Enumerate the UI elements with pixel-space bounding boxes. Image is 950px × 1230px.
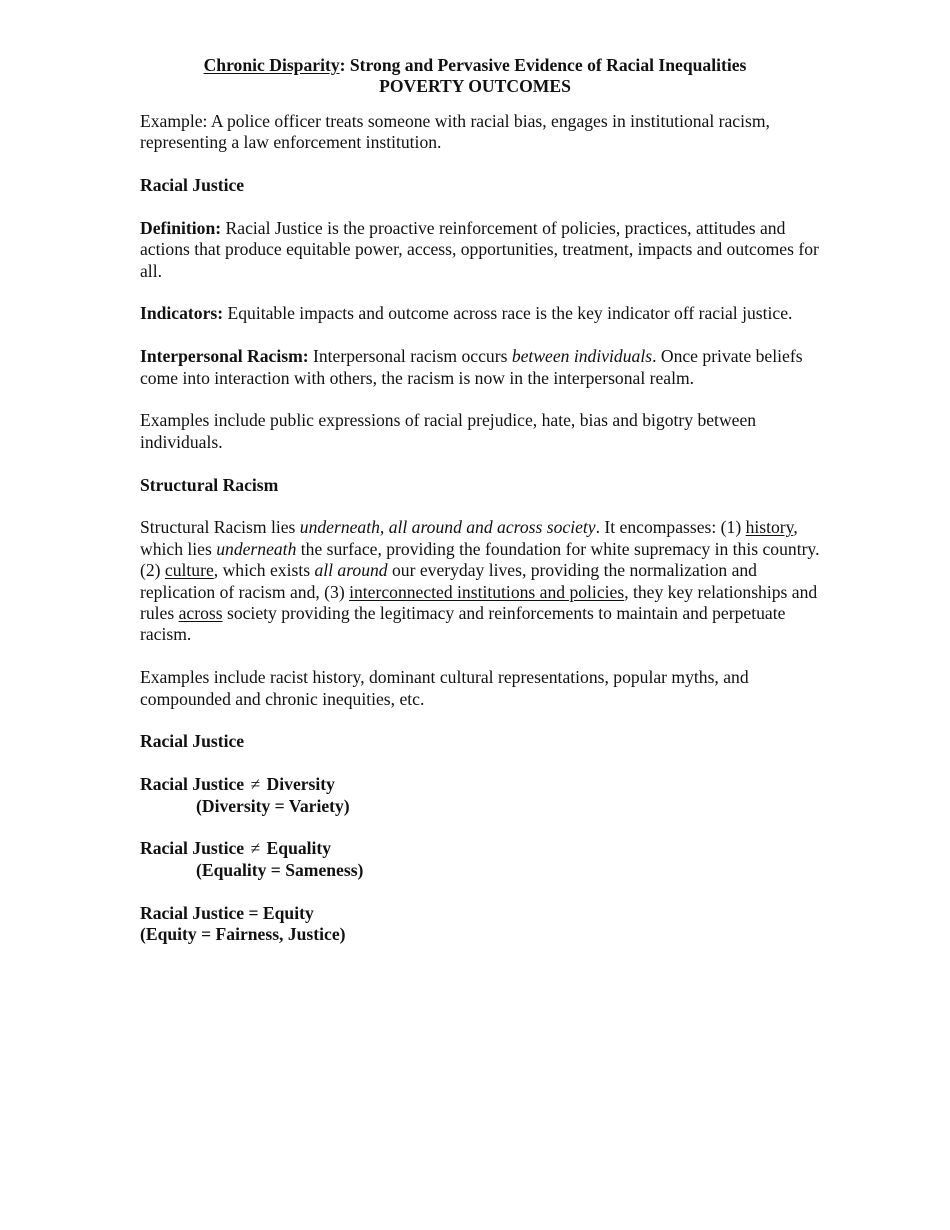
not-equal-symbol: ≠ — [250, 774, 261, 795]
interpersonal-examples: Examples include public expressions of racial prejudice, hate, bias and bigotry between individuals. — [140, 410, 757, 452]
history-term: history — [745, 517, 794, 538]
structural-heading: Structural Racism — [140, 474, 279, 495]
racial-justice-heading: Racial Justice — [140, 175, 245, 196]
document-page — [140, 55, 820, 945]
interpersonal-label: Interpersonal Racism: — [140, 346, 309, 367]
comparison-equality: Racial Justice ≠ Equality — [140, 838, 332, 859]
definition-paragraph: Definition: Racial Justice is the proactive reinforcement of policies, practices, attitudes and actions that produce equitable power, access, opportunities, treatment, impacts and outcomes for all. — [140, 217, 819, 281]
comparisons-heading: Racial Justice — [140, 731, 245, 752]
institutions-term: interconnected institutions and policies — [349, 581, 625, 602]
comparison-diversity: Racial Justice ≠ Diversity — [140, 774, 335, 795]
not-equal-symbol: ≠ — [250, 838, 261, 859]
document-title — [135, 55, 815, 76]
comparison-equity: Racial Justice = Equity — [140, 902, 314, 923]
title-rest: : Strong and Pervasive Evidence of Racial Inequalities — [339, 55, 747, 75]
title-underlined: Chronic Disparity — [203, 55, 340, 75]
across-term: across — [178, 603, 223, 624]
structural-examples: Examples include racist history, dominant cultural representations, popular myths, and compounded and chronic inequities, etc. — [140, 667, 749, 709]
definition-label: Definition: — [140, 217, 222, 238]
document-subtitle: POVERTY OUTCOMES — [379, 76, 571, 97]
culture-term: culture — [164, 560, 214, 581]
equity-definition: (Equity = Fairness, Justice) — [140, 924, 346, 945]
intro-example: Example: A police officer treats someone with racial bias, engages in institutional racism, representing a law enforcement institution. — [140, 110, 770, 153]
equality-definition: (Equality = Sameness) — [196, 859, 364, 880]
diversity-definition: (Diversity = Variety) — [196, 795, 350, 816]
indicators-paragraph: Indicators: Equitable impacts and outcome across race is the key indicator off racial justice. — [140, 303, 793, 324]
interpersonal-paragraph: Interpersonal Racism: Interpersonal racism occurs between individuals. Once private beliefs come into interaction with others, the racism is now in the interpersonal realm. — [140, 346, 803, 388]
indicators-label: Indicators: — [140, 303, 224, 324]
structural-paragraph: Structural Racism lies underneath, all around and across society. It encompasses: (1) history, which lies underneath the surface, providing the foundation for white supremacy in this country. (2) culture, which exists all around our everyday lives, providing the normalization and replication of racism and, (3) interconnected institutions and policies, they key relationships and rules across society providing the legitimacy and reinforcements to maintain and perpetuate racism. — [140, 517, 820, 645]
